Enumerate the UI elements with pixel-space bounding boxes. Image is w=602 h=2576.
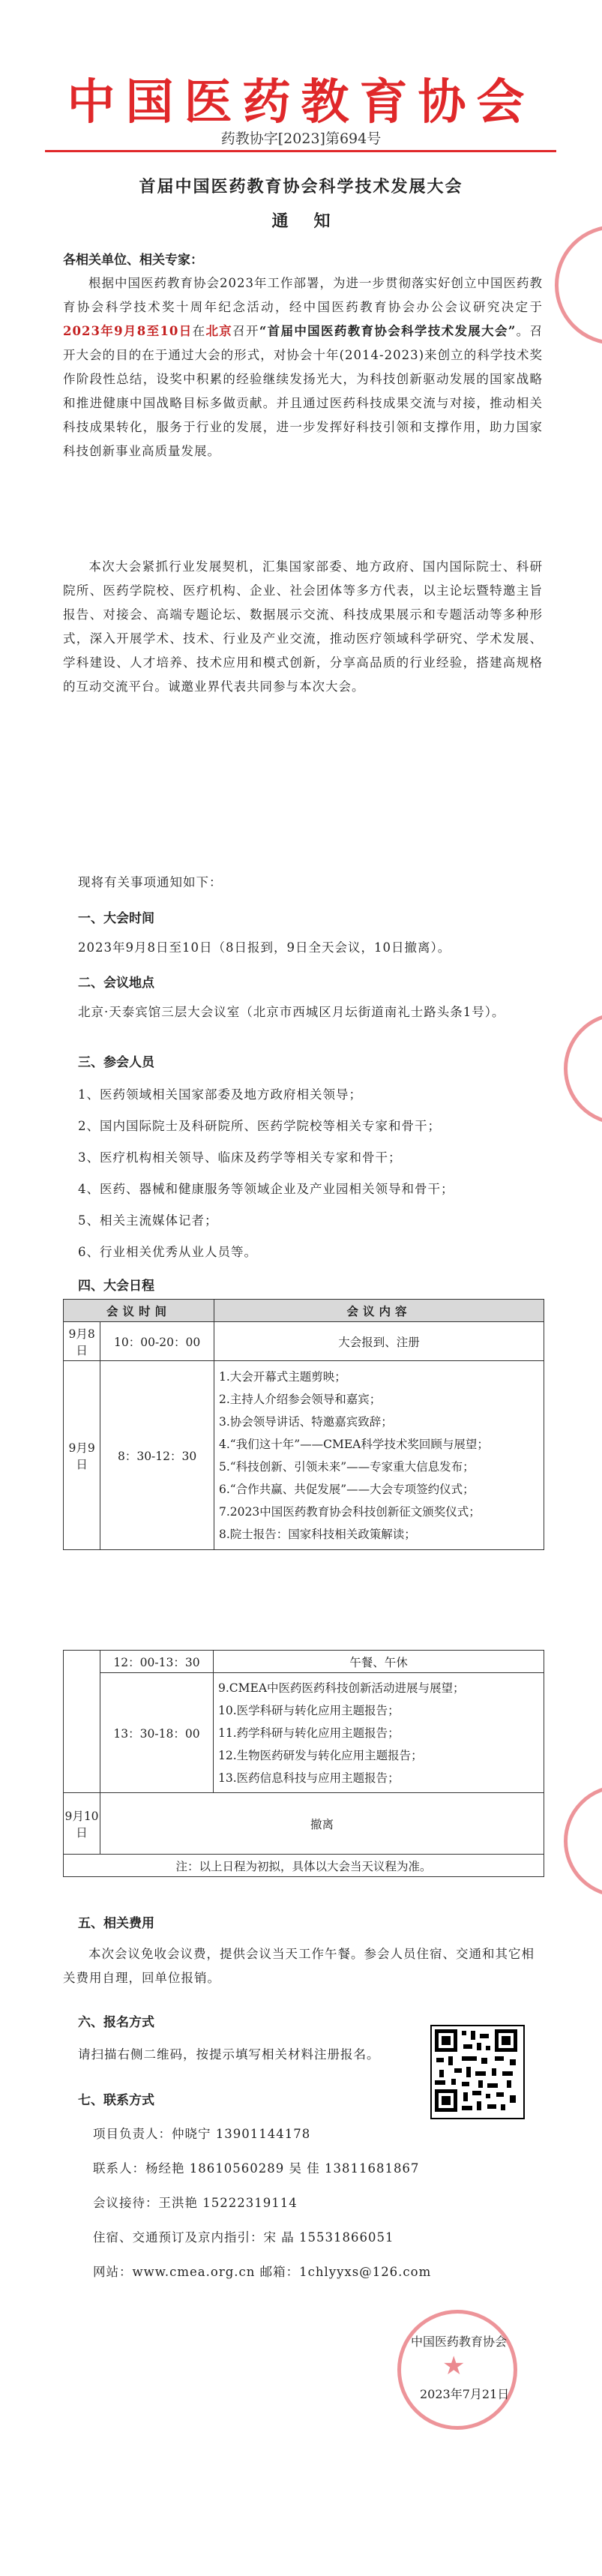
contact-line: 网站：www.cmea.org.cn 邮箱：1chlyyxs@126.com — [93, 2265, 432, 2279]
notice-title: 首届中国医药教育协会科学技术发展大会 — [139, 177, 463, 196]
schedule-time: 13：30-18：00 — [100, 1673, 214, 1793]
participant-item: 2、国内国际院士及科研院所、医药学院校等相关专家和骨干； — [78, 1119, 441, 1133]
schedule-item: 1.大会开幕式主题剪映； — [219, 1369, 346, 1384]
section-2-text: 北京·天泰宾馆三层大会议室（北京市西城区月坛街道南礼士路头条1号）。 — [78, 1005, 505, 1019]
section-2-title: 二、会议地点 — [78, 976, 154, 991]
schedule-content: 撤离 — [100, 1793, 544, 1855]
schedule-item: 4.“我们这十年”——CMEA科学技术奖回顾与展望； — [219, 1437, 489, 1451]
schedule-item: 2.主持人介绍参会领导和嘉宾； — [219, 1392, 382, 1406]
section-5-title: 五、相关费用 — [78, 1916, 154, 1931]
schedule-item: 13.医药信息科技与应用主题报告； — [218, 1771, 400, 1785]
contact-line: 会议接待：王洪艳 15222319114 — [93, 2196, 298, 2210]
contact-line: 项目负责人：仲晓宁 13901144178 — [93, 2127, 311, 2141]
registration-qr-code[interactable] — [430, 2025, 525, 2119]
section-4-title: 四、大会日程 — [78, 1279, 154, 1294]
schedule-time: 12：00-13：30 — [100, 1651, 214, 1673]
table-header-time: 会议时间 — [64, 1300, 214, 1322]
schedule-date: 9月9日 — [64, 1361, 100, 1550]
event-date: 2023年9月8至10日 — [63, 324, 193, 338]
official-seal-fragment — [564, 1012, 602, 1125]
section-7-title: 七、联系方式 — [78, 2093, 154, 2108]
lead-in: 现将有关事项通知如下： — [78, 875, 223, 889]
participant-item: 6、行业相关优秀从业人员等。 — [78, 1245, 257, 1259]
salutation: 各相关单位、相关专家： — [63, 253, 203, 268]
schedule-item: 3.协会领导讲话、特邀嘉宾致辞； — [219, 1414, 393, 1429]
section-5-text: 本次会议免收会议费，提供会议当天工作午餐。参会人员住宿、交通和其它相关费用自理，回单位报销。 — [63, 1947, 535, 1985]
participant-item: 3、医疗机构相关领导、临床及药学等相关专家和骨干； — [78, 1150, 402, 1165]
signature-date: 2023年7月21日 — [420, 2387, 510, 2401]
schedule-item: 10.医学科研与转化应用主题报告； — [218, 1703, 400, 1717]
schedule-time: 8：30-12：30 — [100, 1361, 214, 1550]
participant-item: 4、医药、器械和健康服务等领域企业及产业园相关领导和骨干； — [78, 1182, 454, 1196]
schedule-item: 5.“科技创新、引领未来”——专家重大信息发布； — [219, 1459, 475, 1474]
notice-heading: 通知 — [271, 211, 356, 231]
section-6-title: 六、报名方式 — [78, 2015, 154, 2030]
schedule-afternoon-items — [214, 1673, 544, 1793]
official-seal-fragment — [555, 225, 602, 345]
schedule-date: 9月8日 — [64, 1322, 100, 1361]
schedule-table-continued — [63, 1650, 544, 1877]
schedule-morning-items — [214, 1361, 544, 1550]
participant-item: 1、医药领域相关国家部委及地方政府相关领导； — [78, 1087, 362, 1102]
schedule-time: 10：00-20：00 — [100, 1322, 214, 1361]
schedule-item: 6.“合作共赢、共促发展”——大会专项签约仪式； — [219, 1482, 475, 1496]
schedule-table — [63, 1299, 544, 1550]
section-1-title: 一、大会时间 — [78, 911, 154, 926]
document-number: 药教协字[2023]第694号 — [220, 130, 382, 147]
intro-paragraph-1: 根据中国医药教育协会2023年工作部署，为进一步贯彻落实好创立中国医药教育协会科学技术奖十周年纪念活动，经中国医药教育协会办公会议研究决定于2023年9月8至10日在北京召开“首届中国医药教育协会科学技术发展大会”。召开大会的目的在于通过大会的形式，对协会十年(2014-2023)来创立的科学技术奖作阶段性总结，设奖中积累的经验继续发扬光大，为科技创新驱动发展的国家战略和推进健康中国战略目标多做贡献。并且通过医药科技成果交流与对接，推动相关科技成果转化，服务于行业的发展，进一步发挥好科技引领和支撑作用，助力国家科技创新事业高质量发展。 — [63, 276, 543, 458]
section-3-title: 三、参会人员 — [78, 1055, 154, 1070]
event-name: “首届中国医药教育协会科学技术发展大会” — [259, 324, 517, 338]
schedule-content: 大会报到、注册 — [214, 1322, 544, 1361]
seal-star-icon: ★ — [442, 2351, 466, 2381]
letterhead-red-line — [45, 150, 556, 152]
schedule-item: 7.2023中国医药教育协会科技创新征文颁奖仪式； — [219, 1504, 481, 1519]
schedule-content: 午餐、午休 — [214, 1651, 544, 1673]
signature-org: 中国医药教育协会 — [411, 2335, 508, 2349]
schedule-item: 8.院士报告：国家科技相关政策解读； — [219, 1527, 416, 1541]
event-city: 北京 — [205, 324, 233, 338]
schedule-item: 9.CMEA中医药医药科技创新活动进展与展望； — [218, 1681, 465, 1695]
schedule-note: 注：以上日程为初拟，具体以大会当天议程为准。 — [64, 1855, 544, 1877]
letterhead-org-name: 中国医药教育协会 — [67, 74, 535, 130]
section-1-text: 2023年9月8日至10日（8日报到，9日全天会议，10日撤离）。 — [78, 940, 451, 955]
schedule-item: 12.生物医药研发与转化应用主题报告； — [218, 1748, 423, 1762]
contact-line: 联系人：杨经艳 18610560289 吴 佳 13811681867 — [93, 2161, 420, 2176]
schedule-date: 9月10日 — [64, 1793, 100, 1855]
intro-paragraph-2: 本次大会紧抓行业发展契机，汇集国家部委、地方政府、国内国际院士、科研院所、医药学院校、医疗机构、企业、社会团体等多方代表，以主论坛暨特邀主旨报告、对接会、高端专题论坛、数据展示交流、科技成果展示和专题活动等多种形式，深入开展学术、技术、行业及产业交流，推动医疗领域科学研究、学术发展、学科建设、人才培养、技术应用和模式创新，分享高品质的行业经验，搭建高规格的互动交流平台。诚邀业界代表共同参与本次大会。 — [63, 559, 543, 694]
participant-item: 5、相关主流媒体记者； — [78, 1213, 218, 1228]
schedule-item: 11.药学科研与转化应用主题报告； — [218, 1726, 400, 1740]
contact-line: 住宿、交通预订及京内指引：宋 晶 15531866051 — [93, 2230, 394, 2245]
section-6-text: 请扫描右侧二维码，按提示填写相关材料注册报名。 — [78, 2047, 380, 2062]
qr-code-icon — [432, 2026, 520, 2115]
table-header-content: 会议内容 — [214, 1300, 544, 1322]
